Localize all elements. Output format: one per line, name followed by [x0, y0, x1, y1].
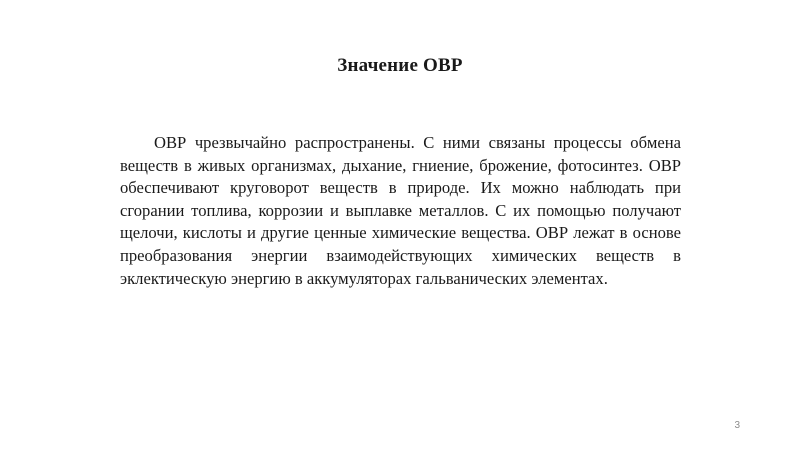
slide-body-paragraph: ОВР чрезвычайно распространены. С ними связаны процессы обмена веществ в живых организмах, дыхание, гниение, брожение, фотосинтез. ОВР обеспечивают круговорот веществ в природе. Их можно наблюдать при сгорании топлива, коррозии и выплавке металлов. С их помощью получают щелочи, кислоты и другие ценные химические вещества. ОВР лежат в основе преобразования энергии взаимодействующих химических веществ в эклектическую энергию в аккумуляторах гальванических элементах.: [120, 133, 681, 288]
slide-number: 3: [734, 420, 740, 431]
slide-title: Значение ОВР: [337, 55, 463, 76]
